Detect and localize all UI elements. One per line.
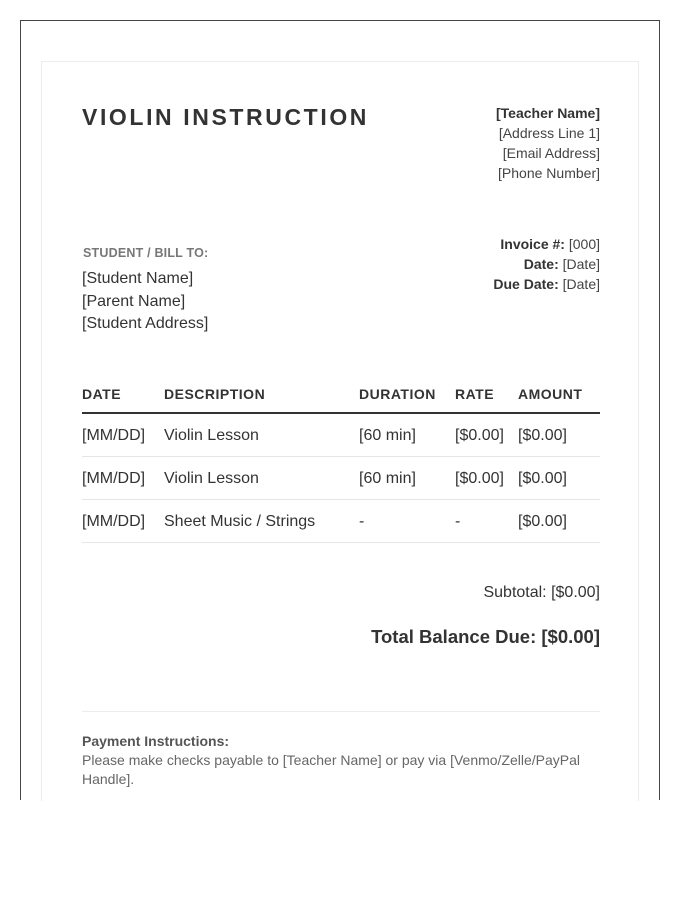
- cell-amount: [$0.00]: [518, 513, 567, 530]
- table-row: [82, 457, 600, 500]
- cell-date: [MM/DD]: [82, 470, 146, 487]
- invoice-date: [493, 254, 600, 274]
- cell-description: Violin Lesson: [164, 470, 259, 487]
- invoice-due-label: Due Date:: [493, 276, 559, 292]
- teacher-name: [Teacher Name]: [495, 105, 600, 121]
- cell-amount: [$0.00]: [518, 427, 567, 444]
- bill-to-label: STUDENT / BILL TO:: [83, 246, 209, 260]
- footer-divider: [82, 711, 600, 712]
- invoice-date-label: Date:: [523, 256, 559, 272]
- table-row: [82, 500, 600, 543]
- invoice-due-value: [Date]: [562, 276, 600, 292]
- table-row: [82, 414, 600, 457]
- invoice-number-label: Invoice #:: [500, 236, 565, 252]
- header-description: DESCRIPTION: [164, 386, 266, 402]
- cell-duration: [60 min]: [359, 470, 416, 487]
- payment-instructions-text: Please make checks payable to [Teacher Name] or pay via [Venmo/Zelle/PayPal Handle].: [82, 752, 581, 787]
- payment-instructions-label: Payment Instructions:: [82, 733, 230, 749]
- cell-duration: -: [359, 513, 365, 530]
- teacher-email: [Email Address]: [502, 145, 600, 161]
- parent-name: [Parent Name]: [82, 292, 186, 310]
- teacher-address: [Address Line 1]: [498, 125, 600, 141]
- cell-date: [MM/DD]: [82, 427, 146, 444]
- bill-to-block: [82, 268, 208, 336]
- invoice-due-date: [493, 274, 600, 294]
- cell-description: Violin Lesson: [164, 427, 259, 444]
- invoice-number-value: [000]: [568, 236, 600, 252]
- student-name: [Student Name]: [82, 270, 194, 287]
- student-address: [Student Address]: [82, 315, 209, 332]
- teacher-phone: [Phone Number]: [498, 165, 600, 181]
- subtotal: Subtotal: [$0.00]: [483, 584, 600, 601]
- invoice-title: VIOLIN INSTRUCTION: [82, 104, 370, 130]
- header-rate: RATE: [455, 386, 495, 402]
- table-header: [82, 376, 600, 414]
- line-items-table: [82, 376, 600, 543]
- invoice-meta: [493, 234, 600, 294]
- cell-duration: [60 min]: [359, 427, 416, 444]
- cell-date: [MM/DD]: [82, 513, 146, 530]
- invoice-number: [493, 234, 600, 254]
- invoice-date-value: [Date]: [562, 256, 600, 272]
- header-amount: AMOUNT: [518, 386, 583, 402]
- cell-rate: [$0.00]: [455, 427, 504, 444]
- cell-description: Sheet Music / Strings: [164, 513, 316, 530]
- cell-rate: -: [455, 513, 461, 530]
- cell-rate: [$0.00]: [455, 470, 504, 487]
- header-duration: DURATION: [359, 386, 436, 402]
- teacher-info: [496, 103, 600, 183]
- total-balance-due: Total Balance Due: [$0.00]: [371, 626, 600, 647]
- cell-amount: [$0.00]: [518, 470, 567, 487]
- header-date: DATE: [82, 386, 122, 402]
